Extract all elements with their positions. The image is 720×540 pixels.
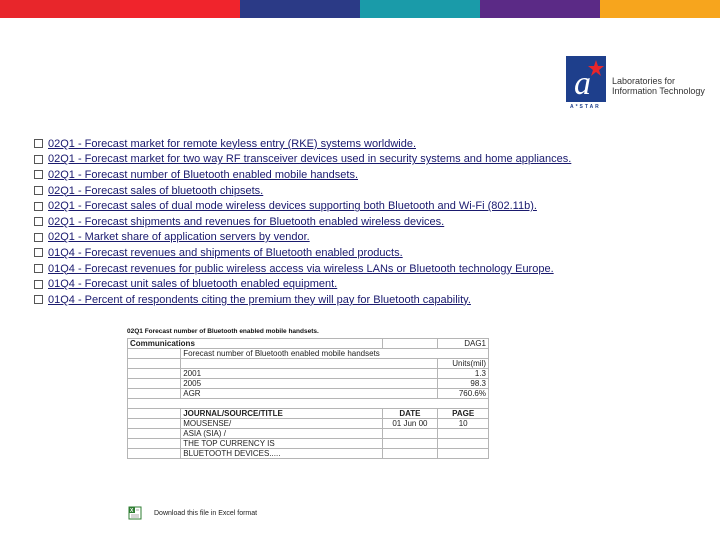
- empty-cell: [438, 439, 489, 449]
- empty-cell: [128, 369, 181, 379]
- color-segment-6: [600, 0, 720, 18]
- report-link[interactable]: 02Q1 - Forecast sales of bluetooth chipsets.: [48, 184, 264, 197]
- empty-cell: [128, 429, 181, 439]
- svg-text:a: a: [574, 65, 591, 102]
- report-link[interactable]: 02Q1 - Forecast market for two way RF transceiver devices used in security systems and home appliances.: [48, 153, 572, 166]
- list-item: [34, 152, 714, 168]
- table-row: [128, 429, 489, 439]
- empty-cell: [438, 449, 489, 459]
- table-row: [128, 379, 489, 389]
- empty-cell: [382, 429, 438, 439]
- source-header-title: JOURNAL/SOURCE/TITLE: [181, 409, 382, 419]
- unit-cell: Units(mil): [438, 359, 489, 369]
- color-segment-4: [360, 0, 480, 18]
- report-checkbox[interactable]: [34, 170, 43, 179]
- excel-download-link[interactable]: Download this file in Excel format: [154, 509, 258, 517]
- row-value-cell: 760.6%: [438, 389, 489, 399]
- report-link[interactable]: 02Q1 - Forecast number of Bluetooth enabled mobile handsets.: [48, 168, 359, 181]
- page-code-cell: DAG1: [438, 339, 489, 349]
- report-checkbox[interactable]: [34, 280, 43, 289]
- table-row: [128, 449, 489, 459]
- report-link[interactable]: 01Q4 - Forecast unit sales of bluetooth enabled equipment.: [48, 278, 338, 291]
- source-date-cell: 01 Jun 00: [382, 419, 438, 429]
- empty-cell: [382, 439, 438, 449]
- source-header-page: PAGE: [438, 409, 489, 419]
- color-segment-3: [240, 0, 360, 18]
- empty-cell: [128, 409, 181, 419]
- logo-text: [612, 76, 705, 96]
- excel-download[interactable]: [128, 506, 257, 520]
- report-link[interactable]: 02Q1 - Forecast sales of dual mode wireless devices supporting both Bluetooth and Wi-Fi (802.11b).: [48, 200, 537, 213]
- report-checkbox[interactable]: [34, 295, 43, 304]
- source-line-cell: ASIA (SIA) /: [181, 429, 382, 439]
- list-item: [34, 292, 714, 308]
- table-row: [128, 339, 489, 349]
- empty-cell: [382, 449, 438, 459]
- table-row: [128, 349, 489, 359]
- report-link[interactable]: 02Q1 - Forecast shipments and revenues for Bluetooth enabled wireless devices.: [48, 215, 445, 228]
- table-row: [128, 439, 489, 449]
- row-label-cell: AGR: [181, 389, 438, 399]
- spacer-cell: [128, 399, 489, 409]
- empty-cell: [128, 349, 181, 359]
- list-item: [34, 183, 714, 199]
- empty-cell: [128, 389, 181, 399]
- report-checkbox[interactable]: [34, 233, 43, 242]
- color-segment-1: [0, 0, 120, 18]
- source-line-cell: THE TOP CURRENCY IS: [181, 439, 382, 449]
- empty-cell: [128, 449, 181, 459]
- empty-cell: [128, 419, 181, 429]
- excel-file-icon[interactable]: [128, 506, 142, 520]
- report-link[interactable]: 02Q1 - Market share of application servers by vendor.: [48, 231, 310, 244]
- empty-cell: [438, 429, 489, 439]
- category-cell: Communications: [128, 339, 383, 349]
- empty-cell: [181, 359, 438, 369]
- report-link[interactable]: 01Q4 - Forecast revenues and shipments of Bluetooth enabled products.: [48, 246, 403, 259]
- report-snapshot: [127, 328, 491, 459]
- snapshot-table: [127, 338, 489, 459]
- source-journal-cell: MOUSENSE/: [181, 419, 382, 429]
- source-header-date: DATE: [382, 409, 438, 419]
- report-checkbox[interactable]: [34, 217, 43, 226]
- table-row: [128, 369, 489, 379]
- row-label-cell: 2001: [181, 369, 438, 379]
- logo-tag: A*STAR: [570, 104, 601, 110]
- table-row: [128, 419, 489, 429]
- empty-cell: [382, 339, 438, 349]
- report-checkbox[interactable]: [34, 202, 43, 211]
- empty-cell: [128, 379, 181, 389]
- logo-line-1: Laboratories for: [612, 76, 676, 86]
- empty-cell: [128, 439, 181, 449]
- report-link[interactable]: 01Q4 - Forecast revenues for public wireless access via wireless LANs or Bluetooth technology Europe.: [48, 262, 554, 275]
- color-segment-5: [480, 0, 600, 18]
- measure-cell: Forecast number of Bluetooth enabled mobile handsets: [181, 349, 489, 359]
- report-checkbox[interactable]: [34, 264, 43, 273]
- report-link-list: [34, 136, 714, 308]
- list-item: [34, 245, 714, 261]
- source-page-cell: 10: [438, 419, 489, 429]
- spacer-row: [128, 399, 489, 409]
- row-value-cell: 98.3: [438, 379, 489, 389]
- list-item: [34, 136, 714, 152]
- row-label-cell: 2005: [181, 379, 438, 389]
- table-row: [128, 409, 489, 419]
- report-link[interactable]: 02Q1 - Forecast market for remote keyless entry (RKE) systems worldwide.: [48, 137, 416, 150]
- table-row: [128, 359, 489, 369]
- color-segment-2: [120, 0, 240, 18]
- report-checkbox[interactable]: [34, 248, 43, 257]
- table-row: [128, 389, 489, 399]
- i2r-logo: [566, 56, 706, 112]
- list-item: [34, 214, 714, 230]
- report-checkbox[interactable]: [34, 139, 43, 148]
- svg-text:X: X: [130, 508, 134, 515]
- empty-cell: [128, 359, 181, 369]
- report-checkbox[interactable]: [34, 186, 43, 195]
- snapshot-title: 02Q1 Forecast number of Bluetooth enabled mobile handsets.: [127, 328, 319, 335]
- report-checkbox[interactable]: [34, 155, 43, 164]
- color-bar: [0, 0, 720, 18]
- list-item: [34, 198, 714, 214]
- list-item: [34, 167, 714, 183]
- row-value-cell: 1.3: [438, 369, 489, 379]
- logo-line-2: Information Technology: [612, 86, 705, 96]
- list-item: [34, 276, 714, 292]
- list-item: [34, 230, 714, 246]
- report-link[interactable]: 01Q4 - Percent of respondents citing the premium they will pay for Bluetooth capability.: [48, 293, 471, 306]
- list-item: [34, 261, 714, 277]
- source-line-cell: BLUETOOTH DEVICES.....: [181, 449, 382, 459]
